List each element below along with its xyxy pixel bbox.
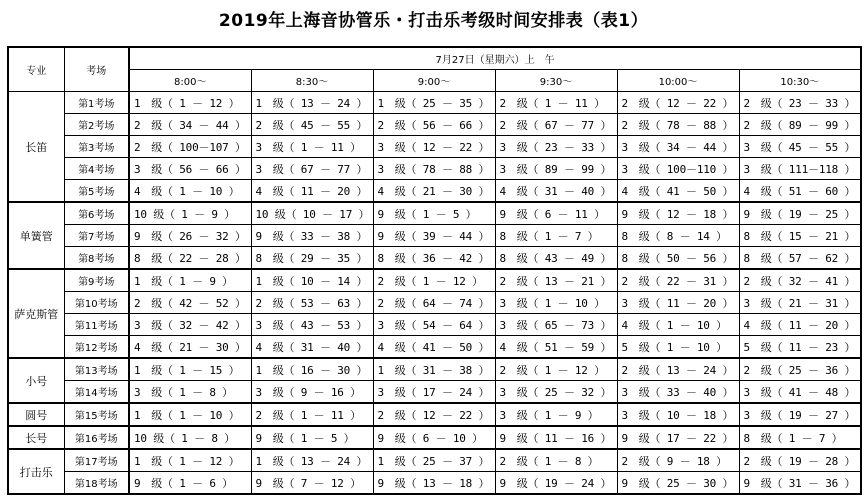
schedule-cell: 3 级（ 111－118 ） [739, 158, 861, 180]
schedule-cell: 1 级（ 25 － 37 ） [373, 449, 495, 472]
major-cell: 小号 [8, 358, 64, 403]
schedule-cell: 1 级（ 1 － 15 ） [129, 358, 251, 381]
header-time-slot: 10:30～ [739, 70, 861, 92]
schedule-cell: 8 级（ 36 － 42 ） [373, 247, 495, 270]
room-cell: 第10考场 [64, 292, 129, 314]
schedule-cell: 1 级（ 1 － 12 ） [129, 92, 251, 114]
schedule-cell: 3 级（ 12 － 22 ） [373, 136, 495, 158]
room-cell: 第6考场 [64, 202, 129, 225]
table-row [8, 225, 861, 247]
schedule-cell: 9 级（ 6 － 11 ） [495, 202, 617, 225]
room-cell: 第7考场 [64, 225, 129, 247]
room-cell: 第12考场 [64, 336, 129, 359]
major-cell: 打击乐 [8, 449, 64, 494]
schedule-cell: 4 级（ 1 － 10 ） [129, 180, 251, 203]
schedule-cell: 4 级（ 41 － 50 ） [373, 336, 495, 359]
schedule-cell: 3 级（ 100－110 ） [617, 158, 739, 180]
header-major: 专业 [8, 47, 64, 92]
schedule-cell: 3 级（ 34 － 44 ） [617, 136, 739, 158]
table-row [8, 381, 861, 404]
schedule-cell: 1 级（ 1 － 12 ） [129, 449, 251, 472]
schedule-cell: 3 级（ 54 － 64 ） [373, 314, 495, 336]
schedule-cell: 2 级（ 1 － 12 ） [373, 269, 495, 292]
schedule-cell: 4 级（ 11 － 20 ） [739, 314, 861, 336]
room-cell: 第14考场 [64, 381, 129, 404]
table-row [8, 426, 861, 449]
table-row [8, 314, 861, 336]
header-date: 7月27日（星期六）上 午 [129, 47, 861, 70]
schedule-cell: 3 级（ 33 － 40 ） [617, 381, 739, 404]
schedule-cell: 2 级（ 25 － 36 ） [739, 358, 861, 381]
schedule-cell: 1 级（ 25 － 35 ） [373, 92, 495, 114]
header-time-slot: 9:30～ [495, 70, 617, 92]
schedule-cell: 3 级（ 1 － 11 ） [251, 136, 373, 158]
schedule-cell: 2 级（ 1 － 11 ） [251, 403, 373, 426]
schedule-cell: 2 级（ 64 － 74 ） [373, 292, 495, 314]
schedule-cell: 3 级（ 78 － 88 ） [373, 158, 495, 180]
schedule-cell: 9 级（ 6 － 10 ） [373, 426, 495, 449]
schedule-cell: 3 级（ 65 － 73 ） [495, 314, 617, 336]
schedule-cell: 8 级（ 8 － 14 ） [617, 225, 739, 247]
schedule-cell: 3 级（ 11 － 20 ） [617, 292, 739, 314]
table-row [8, 202, 861, 225]
header-time-row [8, 70, 861, 92]
header-time-slot: 10:00～ [617, 70, 739, 92]
schedule-cell: 4 级（ 51 － 60 ） [739, 180, 861, 203]
room-cell: 第9考场 [64, 269, 129, 292]
schedule-cell: 8 级（ 15 － 21 ） [739, 225, 861, 247]
schedule-cell: 4 级（ 21 － 30 ） [373, 180, 495, 203]
table-row [8, 158, 861, 180]
schedule-cell: 9 级（ 1 － 6 ） [129, 472, 251, 495]
header-time-slot: 8:30～ [251, 70, 373, 92]
header-time-slot: 9:00～ [373, 70, 495, 92]
schedule-cell: 4 级（ 31 － 40 ） [251, 336, 373, 359]
schedule-cell: 2 级（ 12 － 22 ） [373, 403, 495, 426]
schedule-cell: 2 级（ 45 － 55 ） [251, 114, 373, 136]
schedule-cell: 3 级（ 56 － 66 ） [129, 158, 251, 180]
schedule-cell: 9 级（ 7 － 12 ） [251, 472, 373, 495]
schedule-cell: 3 级（ 45 － 55 ） [739, 136, 861, 158]
room-cell: 第4考场 [64, 158, 129, 180]
schedule-cell: 10 级（ 10 － 17 ） [251, 202, 373, 225]
major-cell: 长号 [8, 426, 64, 449]
schedule-cell: 9 级（ 13 － 18 ） [373, 472, 495, 495]
schedule-cell: 2 级（ 100－107 ） [129, 136, 251, 158]
schedule-cell: 3 级（ 32 － 42 ） [129, 314, 251, 336]
schedule-cell: 4 级（ 1 － 10 ） [617, 314, 739, 336]
schedule-cell: 1 级（ 16 － 30 ） [251, 358, 373, 381]
schedule-cell: 9 级（ 11 － 16 ） [495, 426, 617, 449]
schedule-cell: 3 级（ 43 － 53 ） [251, 314, 373, 336]
room-cell: 第1考场 [64, 92, 129, 114]
room-cell: 第2考场 [64, 114, 129, 136]
schedule-cell: 9 级（ 39 － 44 ） [373, 225, 495, 247]
schedule-cell: 5 级（ 1 － 10 ） [617, 336, 739, 359]
table-row [8, 472, 861, 495]
schedule-cell: 9 级（ 12 － 18 ） [617, 202, 739, 225]
schedule-cell: 2 级（ 78 － 88 ） [617, 114, 739, 136]
schedule-cell: 3 级（ 10 － 18 ） [617, 403, 739, 426]
schedule-cell: 8 级（ 57 － 62 ） [739, 247, 861, 270]
schedule-cell: 3 级（ 21 － 31 ） [739, 292, 861, 314]
schedule-cell: 2 级（ 22 － 31 ） [617, 269, 739, 292]
schedule-cell: 3 级（ 1 － 10 ） [495, 292, 617, 314]
room-cell: 第5考场 [64, 180, 129, 203]
schedule-cell: 10 级（ 1 － 8 ） [129, 426, 251, 449]
schedule-cell: 2 级（ 56 － 66 ） [373, 114, 495, 136]
schedule-cell: 4 级（ 31 － 40 ） [495, 180, 617, 203]
schedule-cell: 4 级（ 11 － 20 ） [251, 180, 373, 203]
room-cell: 第3考场 [64, 136, 129, 158]
major-cell: 单簧管 [8, 202, 64, 269]
schedule-cell: 8 级（ 22 － 28 ） [129, 247, 251, 270]
schedule-cell: 4 级（ 51 － 59 ） [495, 336, 617, 359]
room-cell: 第16考场 [64, 426, 129, 449]
header-room: 考场 [64, 47, 129, 92]
schedule-cell: 8 级（ 1 － 7 ） [739, 426, 861, 449]
schedule-cell: 4 级（ 41 － 50 ） [617, 180, 739, 203]
schedule-cell: 8 级（ 29 － 35 ） [251, 247, 373, 270]
schedule-cell: 3 级（ 9 － 16 ） [251, 381, 373, 404]
schedule-cell: 9 级（ 17 － 22 ） [617, 426, 739, 449]
room-cell: 第18考场 [64, 472, 129, 495]
schedule-cell: 9 级（ 19 － 24 ） [495, 472, 617, 495]
schedule-cell: 3 级（ 67 － 77 ） [251, 158, 373, 180]
schedule-cell: 8 级（ 43 － 49 ） [495, 247, 617, 270]
header-time-slot: 8:00～ [129, 70, 251, 92]
major-cell: 圆号 [8, 403, 64, 426]
room-cell: 第15考场 [64, 403, 129, 426]
schedule-cell: 2 级（ 13 － 21 ） [495, 269, 617, 292]
schedule-cell: 9 级（ 1 － 5 ） [373, 202, 495, 225]
major-cell: 萨克斯管 [8, 269, 64, 358]
schedule-cell: 10 级（ 1 － 9 ） [129, 202, 251, 225]
schedule-cell: 2 级（ 12 － 22 ） [617, 92, 739, 114]
room-cell: 第8考场 [64, 247, 129, 270]
room-cell: 第17考场 [64, 449, 129, 472]
schedule-cell: 8 级（ 50 － 56 ） [617, 247, 739, 270]
table-row [8, 114, 861, 136]
schedule-cell: 9 级（ 1 － 5 ） [251, 426, 373, 449]
room-cell: 第13考场 [64, 358, 129, 381]
schedule-cell: 2 级（ 9 － 18 ） [617, 449, 739, 472]
table-row [8, 269, 861, 292]
table-row [8, 336, 861, 359]
schedule-cell: 3 级（ 41 － 48 ） [739, 381, 861, 404]
table-row [8, 180, 861, 203]
schedule-cell: 3 级（ 89 － 99 ） [495, 158, 617, 180]
schedule-cell: 9 级（ 25 － 30 ） [617, 472, 739, 495]
major-cell: 长笛 [8, 92, 64, 203]
schedule-cell: 2 级（ 13 － 24 ） [617, 358, 739, 381]
page-title: 2019年上海音协管乐・打击乐考级时间安排表（表1） [218, 11, 649, 31]
schedule-cell: 9 级（ 26 － 32 ） [129, 225, 251, 247]
schedule-cell: 2 级（ 1 － 12 ） [495, 358, 617, 381]
schedule-cell: 3 级（ 1 － 9 ） [495, 403, 617, 426]
schedule-cell: 2 级（ 19 － 28 ） [739, 449, 861, 472]
schedule-cell: 2 级（ 1 － 8 ） [495, 449, 617, 472]
table-row [8, 449, 861, 472]
table-row [8, 358, 861, 381]
schedule-cell: 8 级（ 1 － 7 ） [495, 225, 617, 247]
schedule-cell: 1 级（ 31 － 38 ） [373, 358, 495, 381]
schedule-cell: 1 级（ 13 － 24 ） [251, 449, 373, 472]
schedule-body [8, 92, 861, 495]
table-row [8, 403, 861, 426]
schedule-cell: 3 级（ 1 － 8 ） [129, 381, 251, 404]
schedule-cell: 1 级（ 1 － 10 ） [129, 403, 251, 426]
schedule-cell: 2 级（ 42 － 52 ） [129, 292, 251, 314]
schedule-table [7, 46, 862, 495]
table-row [8, 92, 861, 114]
schedule-cell: 3 级（ 19 － 27 ） [739, 403, 861, 426]
schedule-cell: 2 级（ 67 － 77 ） [495, 114, 617, 136]
schedule-cell: 2 级（ 34 － 44 ） [129, 114, 251, 136]
schedule-cell: 9 级（ 31 － 36 ） [739, 472, 861, 495]
schedule-cell: 2 级（ 1 － 11 ） [495, 92, 617, 114]
schedule-cell: 1 级（ 10 － 14 ） [251, 269, 373, 292]
room-cell: 第11考场 [64, 314, 129, 336]
schedule-cell: 2 级（ 89 － 99 ） [739, 114, 861, 136]
schedule-cell: 1 级（ 13 － 24 ） [251, 92, 373, 114]
schedule-cell: 2 级（ 32 － 41 ） [739, 269, 861, 292]
table-row [8, 292, 861, 314]
schedule-cell: 4 级（ 21 － 30 ） [129, 336, 251, 359]
table-row [8, 136, 861, 158]
schedule-cell: 2 级（ 23 － 33 ） [739, 92, 861, 114]
schedule-cell: 9 级（ 19 － 25 ） [739, 202, 861, 225]
schedule-cell: 1 级（ 1 － 9 ） [129, 269, 251, 292]
schedule-cell: 3 级（ 17 － 24 ） [373, 381, 495, 404]
schedule-cell: 3 级（ 25 － 32 ） [495, 381, 617, 404]
schedule-cell: 5 级（ 11 － 23 ） [739, 336, 861, 359]
table-row [8, 247, 861, 270]
schedule-cell: 2 级（ 53 － 63 ） [251, 292, 373, 314]
schedule-cell: 3 级（ 23 － 33 ） [495, 136, 617, 158]
schedule-cell: 9 级（ 33 － 38 ） [251, 225, 373, 247]
